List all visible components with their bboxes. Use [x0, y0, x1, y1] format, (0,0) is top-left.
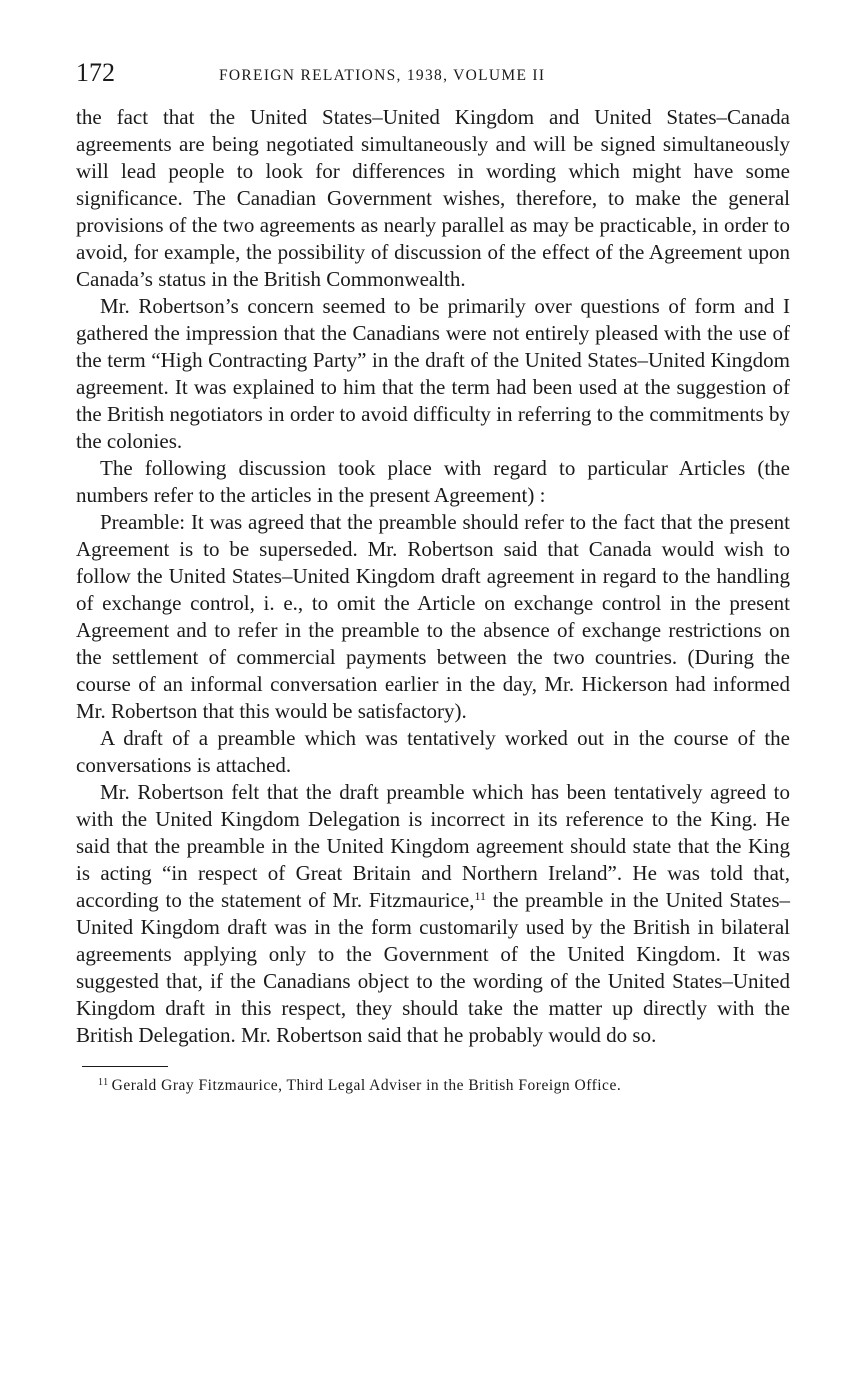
footnote-text: Gerald Gray Fitzmaurice, Third Legal Adviser in the British Foreign Office.: [111, 1077, 622, 1094]
running-title: FOREIGN RELATIONS, 1938, VOLUME II: [219, 67, 546, 84]
paragraph-preamble: Preamble: It was agreed that the preamble should refer to the fact that the present Agreement is to be superseded. Mr. Robertson said that Canada would wish to follow the United States–United Kingdom draft agreement in regard to the handling of exchange control, i. e., to omit the Article on exchange control in the present Agreement and to refer in the preamble to the absence of exchange restrictions on the settlement of commercial payments between the two countries. (During the course of an informal conversation earlier in the day, Mr. Hickerson had informed Mr. Robertson that this would be satisfactory).: [76, 510, 790, 723]
footnote-marker: 11: [98, 1077, 109, 1088]
footnote-divider: [82, 1066, 168, 1067]
page-number: 172: [76, 58, 115, 87]
paragraph-text-before-note: Mr. Robertson felt that the draft preamble which has been tentatively agreed to with the United Kingdom Delegation is incorrect in its reference to the King. He said that the preamble in the United Kingdom agreement should state that the King is acting “in respect of Great Britain and Northern Ireland”. He was told that, according to the statement of Mr. Fitzmaurice,: [76, 780, 790, 912]
paragraph-draft-attached: A draft of a preamble which was tentatively worked out in the course of the conversations is attached.: [76, 726, 790, 777]
paragraph-robertson-concern: Mr. Robertson’s concern seemed to be primarily over questions of form and I gathered the impression that the Canadians were not entirely pleased with the use of the term “High Contracting Party” in the draft of the United States–United Kingdom agreement. It was explained to him that the term had been used at the suggestion of the British negotiators in order to avoid difficulty in referring to the commitments by the colonies.: [76, 294, 790, 453]
paragraph-continued: the fact that the United States–United Kingdom and United States–Canada agreements are being negotiated simultaneously and will be signed simultaneously will lead people to look for differences in wording which might have some significance. The Canadian Government wishes, therefore, to make the general provisions of the two agreements as nearly parallel as may be practicable, in order to avoid, for example, the possibility of discussion of the effect of the Agreement upon Canada’s status in the British Commonwealth.: [76, 105, 790, 291]
paragraph-articles-intro: The following discussion took place with regard to particular Articles (the numbers refer to the articles in the present Agreement) :: [76, 456, 790, 507]
document-page: [76, 58, 790, 1096]
running-head: [76, 58, 790, 96]
paragraph-text-after-note: the preamble in the United States–United Kingdom draft was in the form customarily used by the British in bilateral agreements applying only to the Government of the United Kingdom. It was suggested that, if the Canadians object to the wording of the United States–United Kingdom draft in this respect, they should take the matter up directly with the British Delegation. Mr. Robertson said that he probably would do so.: [76, 888, 791, 1047]
paragraph-king-reference: [76, 779, 790, 1049]
body-text: [76, 104, 790, 1049]
footnote-reference[interactable]: 11: [474, 889, 487, 903]
footnote: [98, 1076, 790, 1096]
